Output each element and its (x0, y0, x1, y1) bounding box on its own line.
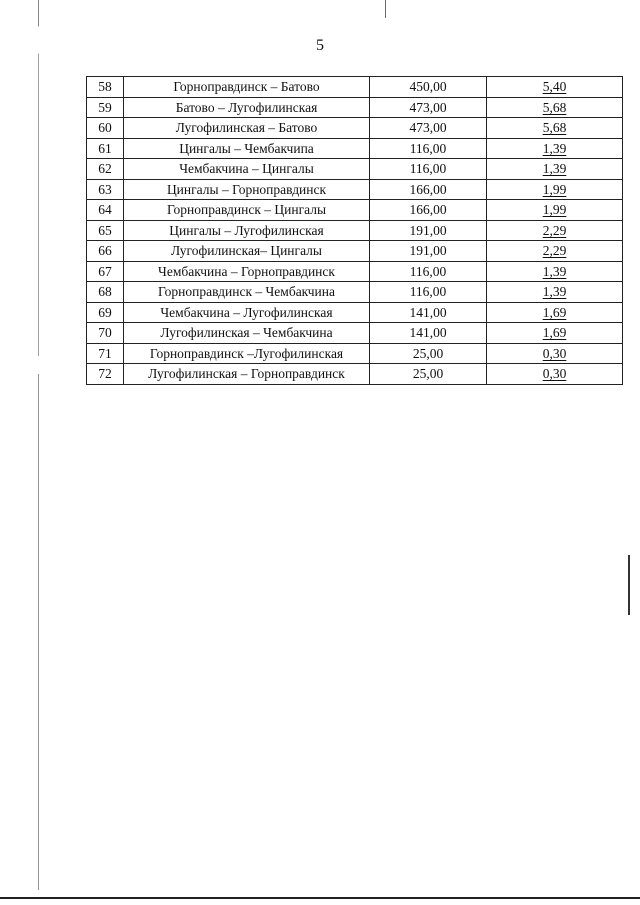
price-value: 1,39 (542, 263, 567, 279)
distance-cell: 473,00 (370, 118, 487, 139)
row-number-cell: 69 (87, 302, 124, 323)
distance-cell: 25,00 (370, 343, 487, 364)
table-row (87, 364, 623, 385)
table-row (87, 302, 623, 323)
price-value: 2,29 (542, 222, 567, 238)
distance-cell: 473,00 (370, 97, 487, 118)
price-value: 2,29 (542, 243, 567, 259)
price-cell (487, 179, 623, 200)
price-cell (487, 97, 623, 118)
price-cell (487, 364, 623, 385)
route-cell: Лугофилинская – Чембакчина (124, 323, 370, 344)
scan-edge-bottom (0, 897, 640, 899)
table-row (87, 282, 623, 303)
route-cell: Чембакчина – Горноправдинск (124, 261, 370, 282)
price-cell (487, 343, 623, 364)
price-value: 1,69 (542, 304, 567, 320)
price-cell (487, 302, 623, 323)
distance-cell: 116,00 (370, 282, 487, 303)
row-number-cell: 64 (87, 200, 124, 221)
distance-cell: 116,00 (370, 159, 487, 180)
price-cell (487, 261, 623, 282)
tariff-table-body (87, 77, 623, 385)
price-cell (487, 282, 623, 303)
route-cell: Батово – Лугофилинская (124, 97, 370, 118)
route-cell: Лугофилинская – Горноправдинск (124, 364, 370, 385)
scan-mark-right (628, 555, 630, 615)
route-cell: Лугофилинская– Цингалы (124, 241, 370, 262)
price-value: 1,39 (542, 284, 567, 300)
price-cell (487, 200, 623, 221)
price-value: 0,30 (542, 345, 567, 361)
row-number-cell: 61 (87, 138, 124, 159)
distance-cell: 191,00 (370, 241, 487, 262)
scan-mark-top (385, 0, 386, 18)
table-row (87, 200, 623, 221)
price-value: 1,99 (542, 202, 567, 218)
table-row (87, 261, 623, 282)
row-number-cell: 68 (87, 282, 124, 303)
table-row (87, 138, 623, 159)
price-value: 5,40 (542, 79, 567, 95)
row-number-cell: 65 (87, 220, 124, 241)
distance-cell: 25,00 (370, 364, 487, 385)
price-value: 1,39 (542, 140, 567, 156)
row-number-cell: 58 (87, 77, 124, 98)
distance-cell: 141,00 (370, 302, 487, 323)
price-value: 5,68 (542, 99, 567, 115)
row-number-cell: 72 (87, 364, 124, 385)
route-cell: Горноправдинск – Батово (124, 77, 370, 98)
route-cell: Лугофилинская – Батово (124, 118, 370, 139)
route-cell: Цингалы – Лугофилинская (124, 220, 370, 241)
price-cell (487, 159, 623, 180)
scan-edge-left (38, 0, 39, 890)
route-cell: Цингалы – Чембакчипа (124, 138, 370, 159)
price-cell (487, 138, 623, 159)
table-row (87, 343, 623, 364)
distance-cell: 141,00 (370, 323, 487, 344)
table-row (87, 159, 623, 180)
row-number-cell: 70 (87, 323, 124, 344)
price-value: 0,30 (542, 366, 567, 382)
row-number-cell: 66 (87, 241, 124, 262)
price-value: 1,39 (542, 161, 567, 177)
price-cell (487, 323, 623, 344)
distance-cell: 166,00 (370, 200, 487, 221)
row-number-cell: 59 (87, 97, 124, 118)
table-row (87, 323, 623, 344)
table-row (87, 77, 623, 98)
table-row (87, 241, 623, 262)
price-value: 1,99 (542, 181, 567, 197)
price-value: 1,69 (542, 325, 567, 341)
distance-cell: 166,00 (370, 179, 487, 200)
price-cell (487, 118, 623, 139)
distance-cell: 116,00 (370, 138, 487, 159)
row-number-cell: 62 (87, 159, 124, 180)
tariff-table (86, 76, 623, 385)
price-value: 5,68 (542, 120, 567, 136)
route-cell: Цингалы – Горноправдинск (124, 179, 370, 200)
route-cell: Горноправдинск – Цингалы (124, 200, 370, 221)
row-number-cell: 71 (87, 343, 124, 364)
distance-cell: 191,00 (370, 220, 487, 241)
table-row (87, 118, 623, 139)
route-cell: Горноправдинск – Чембакчина (124, 282, 370, 303)
row-number-cell: 67 (87, 261, 124, 282)
row-number-cell: 63 (87, 179, 124, 200)
route-cell: Чембакчина – Цингалы (124, 159, 370, 180)
price-cell (487, 220, 623, 241)
route-cell: Чембакчина – Лугофилинская (124, 302, 370, 323)
price-cell (487, 77, 623, 98)
distance-cell: 116,00 (370, 261, 487, 282)
page-number: 5 (316, 37, 324, 54)
table-row (87, 97, 623, 118)
distance-cell: 450,00 (370, 77, 487, 98)
row-number-cell: 60 (87, 118, 124, 139)
table-row (87, 179, 623, 200)
price-cell (487, 241, 623, 262)
route-cell: Горноправдинск –Лугофилинская (124, 343, 370, 364)
table-row (87, 220, 623, 241)
